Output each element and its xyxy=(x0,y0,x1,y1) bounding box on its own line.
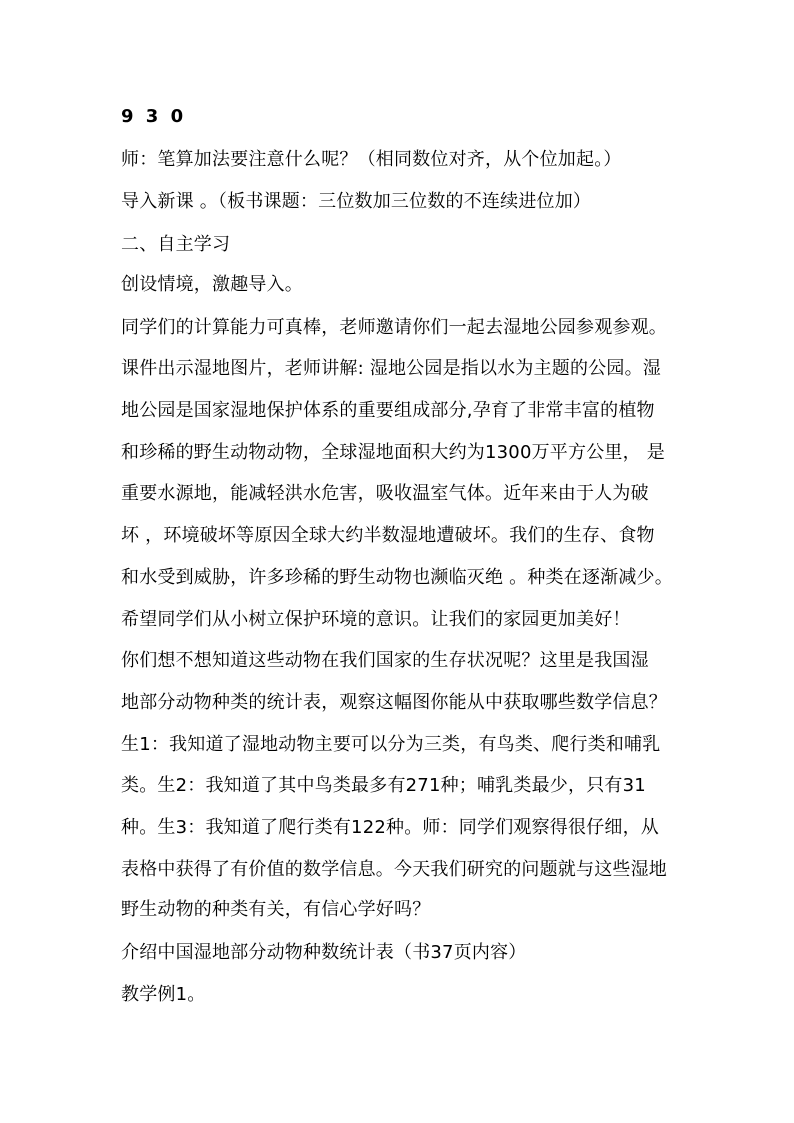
paragraph-line: 希望同学们从小树立保护环境的意识。让我们的家园更加美好！ xyxy=(121,609,631,630)
paragraph-line: 重要水源地，能减轻洪水危害，吸收温室气体。近年来由于人为破 xyxy=(121,483,649,504)
paragraph-line: 种。生3：我知道了爬行类有122种。师：同学们观察得很仔细，从 xyxy=(121,817,660,838)
digits-line: 9 3 0 xyxy=(121,106,187,127)
paragraph-line: 类。生2：我知道了其中鸟类最多有271种；哺乳类最少，只有31 xyxy=(121,775,646,796)
paragraph-line: 介绍中国湿地部分动物种数统计表（书37页内容） xyxy=(121,942,527,963)
paragraph-line: 导入新课 。（板书课题：三位数加三位数的不连续进位加） xyxy=(121,191,592,212)
paragraph-line: 表格中获得了有价值的数学信息。今天我们研究的问题就与这些湿地 xyxy=(121,859,667,880)
paragraph-line: 坏 ，环境破坏等原因全球大约半数湿地遭破坏。我们的生存、食物 xyxy=(121,525,655,546)
paragraph-line: 创设情境，激趣导入。 xyxy=(121,274,303,295)
paragraph-line: 课件出示湿地图片，老师讲解: 湿地公园是指以水为主题的公园。湿 xyxy=(121,358,661,379)
paragraph-line: 你们想不想知道这些动物在我们国家的生存状况呢？这里是我国湿 xyxy=(121,650,649,671)
paragraph-line: 地部分动物种类的统计表，观察这幅图你能从中获取哪些数学信息？ xyxy=(121,692,667,713)
paragraph-line: 和水受到威胁，许多珍稀的野生动物也濒临灭绝 。种类在逐渐减少。 xyxy=(121,567,673,588)
paragraph-line: 教学例1。 xyxy=(121,984,206,1005)
paragraph-line: 生1：我知道了湿地动物主要可以分为三类，有鸟类、爬行类和哺乳 xyxy=(121,734,661,755)
section-heading: 二、自主学习 xyxy=(121,234,231,255)
paragraph-line: 师：笔算加法要注意什么呢？（相同数位对齐，从个位加起。） xyxy=(121,149,622,170)
paragraph-line: 地公园是国家湿地保护体系的重要组成部分,孕育了非常丰富的植物 xyxy=(121,400,655,421)
paragraph-line: 野生动物的种类有关，有信心学好吗？ xyxy=(121,899,431,920)
paragraph-line: 同学们的计算能力可真棒，老师邀请你们一起去湿地公园参观参观。 xyxy=(121,317,667,338)
paragraph-line: 和珍稀的野生动物动物，全球湿地面积大约为1300万平方公里， 是 xyxy=(121,442,665,463)
